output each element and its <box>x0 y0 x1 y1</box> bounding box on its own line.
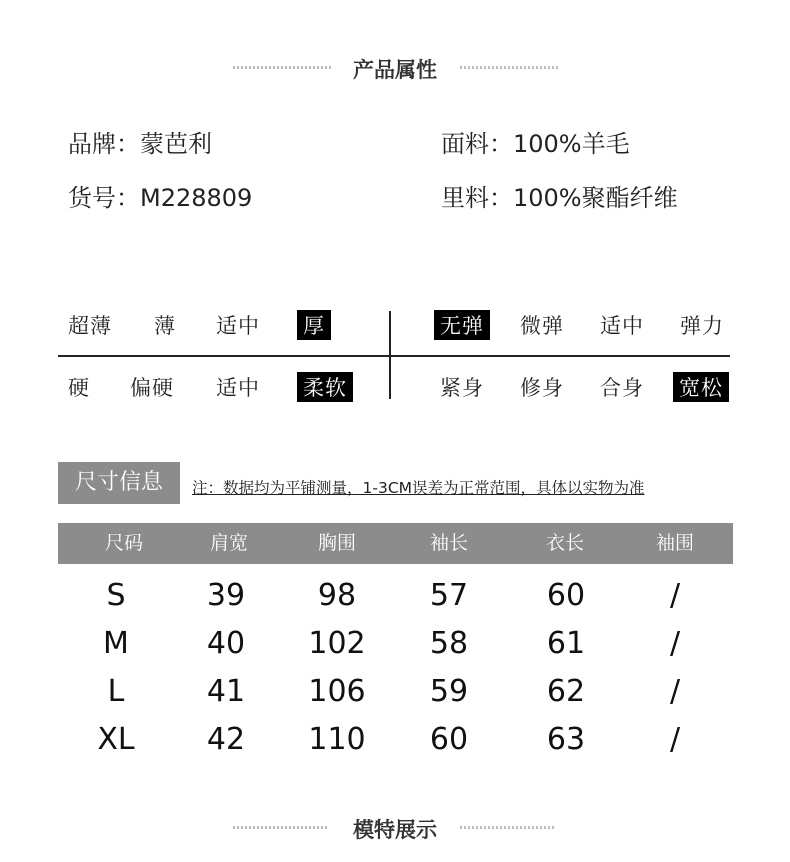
table-cell: 59 <box>429 674 469 709</box>
table-header-cell: 袖围 <box>655 532 694 554</box>
table-cell: 98 <box>317 578 357 613</box>
table-cell: 61 <box>546 626 586 661</box>
elasticity-option-selected: 无弹 <box>434 310 490 340</box>
brand-attribute: 品牌：蒙芭利 <box>68 130 212 158</box>
title-decoration-right <box>460 826 555 829</box>
thickness-option: 超薄 <box>68 314 112 338</box>
size-table-header <box>58 523 733 564</box>
table-cell: 40 <box>206 626 246 661</box>
section-title-model: 模特展示 <box>353 818 437 842</box>
table-cell: XL <box>97 722 135 757</box>
softness-option: 硬 <box>68 376 90 400</box>
table-cell: / <box>669 674 681 709</box>
table-cell: 63 <box>546 722 586 757</box>
size-info-tag: 尺寸信息 <box>58 462 180 504</box>
table-header-cell: 衣长 <box>545 532 584 554</box>
fit-option: 修身 <box>520 376 564 400</box>
table-cell: 60 <box>429 722 469 757</box>
material-attribute: 面料：100%羊毛 <box>441 130 630 158</box>
table-header-cell: 尺码 <box>104 532 143 554</box>
table-cell: 110 <box>308 722 366 757</box>
softness-option-selected: 柔软 <box>297 372 353 402</box>
measurement-note: 注：数据均为平铺测量，1-3CM误差为正常范围，具体以实物为准 <box>192 479 645 497</box>
thickness-option: 薄 <box>154 314 176 338</box>
fit-option-selected: 宽松 <box>673 372 729 402</box>
softness-option: 适中 <box>216 376 260 400</box>
table-cell: / <box>669 626 681 661</box>
elasticity-option: 弹力 <box>680 314 724 338</box>
table-cell: L <box>107 674 125 709</box>
elasticity-option: 适中 <box>600 314 644 338</box>
fit-option: 紧身 <box>440 376 484 400</box>
scale-divider-vertical <box>389 311 391 399</box>
table-cell: / <box>669 578 681 613</box>
table-cell: 60 <box>546 578 586 613</box>
item-number-attribute: 货号：M228809 <box>68 184 253 212</box>
table-cell: 58 <box>429 626 469 661</box>
scale-divider-horizontal <box>58 355 730 357</box>
thickness-option: 适中 <box>216 314 260 338</box>
table-cell: S <box>106 578 126 613</box>
title-decoration-right <box>460 66 558 69</box>
table-header-cell: 袖长 <box>429 532 468 554</box>
elasticity-option: 微弹 <box>520 314 564 338</box>
section-title-attributes: 产品属性 <box>353 58 437 82</box>
table-cell: 42 <box>206 722 246 757</box>
table-cell: 39 <box>206 578 246 613</box>
table-cell: 102 <box>308 626 366 661</box>
table-cell: 57 <box>429 578 469 613</box>
fit-option: 合身 <box>600 376 644 400</box>
lining-attribute: 里料：100%聚酯纤维 <box>441 184 678 212</box>
thickness-option-selected: 厚 <box>297 310 331 340</box>
softness-option: 偏硬 <box>130 376 174 400</box>
table-cell: 41 <box>206 674 246 709</box>
table-header-cell: 胸围 <box>317 532 356 554</box>
table-cell: 106 <box>308 674 366 709</box>
table-cell: / <box>669 722 681 757</box>
table-cell: M <box>103 626 129 661</box>
table-cell: 62 <box>546 674 586 709</box>
table-header-cell: 肩宽 <box>209 532 248 554</box>
